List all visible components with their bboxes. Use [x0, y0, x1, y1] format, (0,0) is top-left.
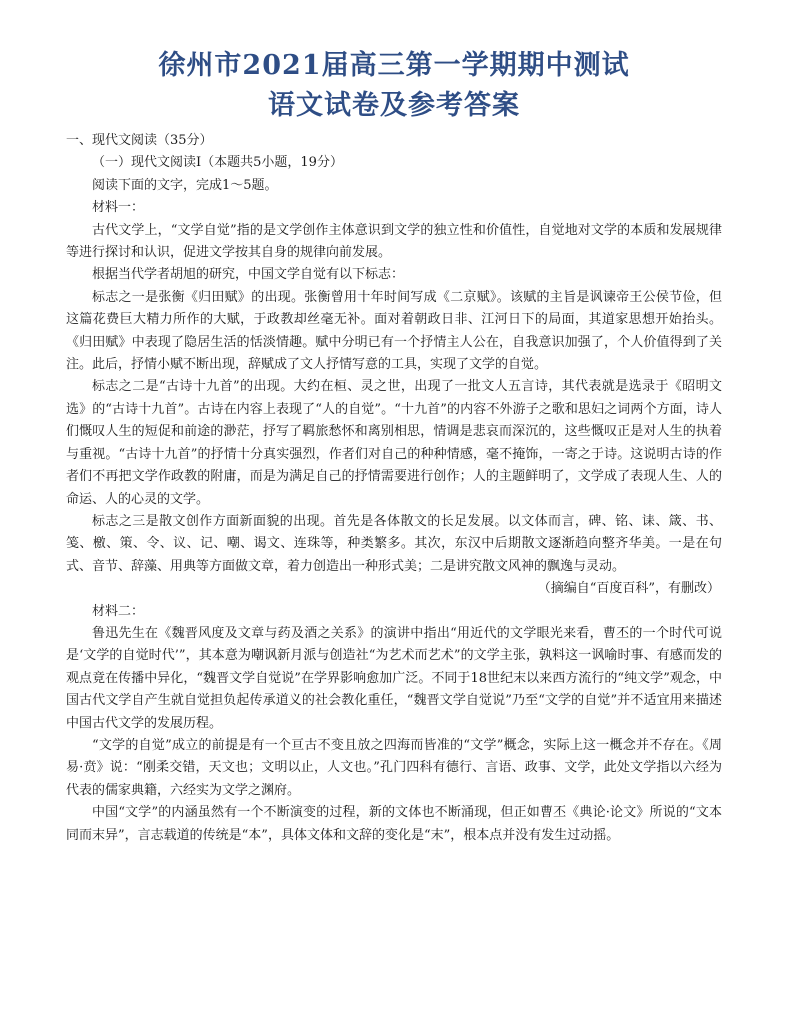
material1-paragraph: 标志之一是张衡《归田赋》的出现。张衡曾用十年时间写成《二京赋》。该赋的主旨是讽谏帝王公侯节俭，但这篇花费巨大精力所作的大赋，于政教却丝毫无补。面对着朝政日非、江河日下的局面，其道家思想开始抬头。《归田赋》中表现了隐居生活的恬淡情趣。赋中分明已有一个抒情主人公在，自我意识加强了，个人价值得到了关注。此后，抒情小赋不断出现，辞赋成了文人抒情写意的工具，实现了文学的自觉。 [66, 289, 722, 373]
material2-label: 材料二： [92, 603, 145, 619]
material1-label: 材料一： [92, 200, 145, 216]
material1-source: （摘编自“百度百科”，有删改） [537, 581, 720, 597]
section-heading: 一、现代文阅读（35分） [66, 133, 213, 148]
material1-paragraph: 标志之二是“古诗十九首”的出现。大约在桓、灵之世，出现了一批文人五言诗，其代表就是选录于《昭明文选》的“古诗十九首”。古诗在内容上表现了“人的自觉”。“十九首”的内容不外游子之歌和思妇之词两个方面，诗人们慨叹人生的短促和前途的渺茫，抒写了羁旅愁怀和离别相思，情调是悲哀而深沉的，这些慨叹正是对人生的执着与重视。“古诗十九首”的抒情十分真实强烈，作者们对自己的种种情感，毫不掩饰，一寄之于诗。这说明古诗的作者们不再把文学作政教的附庸，而是为满足自己的抒情需要进行创作；人的主题鲜明了，文学成了表现人生、人的命运、人的心灵的文学。 [66, 379, 722, 507]
reading-instruction: 阅读下面的文字，完成1～5题。 [92, 177, 278, 193]
material1-paragraph: 古代文学上，“文学自觉”指的是文学创作主体意识到文学的独立性和价值性，自觉地对文学的本质和发展规律等进行探讨和认识，促进文学按其自身的规律向前发展。 [66, 222, 722, 261]
document-title-line1: 徐州市2021届高三第一学期期中测试 [158, 50, 630, 81]
document-title-line2: 语文试卷及参考答案 [268, 90, 520, 121]
material2-paragraph: 鲁迅先生在《魏晋风度及文章与药及酒之关系》的演讲中指出“用近代的文学眼光来看，曹丕的一个时代可说是‘文学的自觉时代’”，其本意为嘲讽新月派与创造社“为艺术而艺术”的文学主张，孰料这一讽喻时事、有感而发的观点竟在传播中异化，“魏晋文学自觉说”在学界影响愈加广泛。不同于18世纪末以来西方流行的“纯文学”观念，中国古代文学自产生就自觉担负起传承道义的社会教化重任，“魏晋文学自觉说”乃至“文学的自觉”并不适宜用来描述中国古代文学的发展历程。 [66, 625, 722, 731]
material2-paragraph: “文学的自觉”成立的前提是有一个亘古不变且放之四海而皆准的“文学”概念，实际上这一概念并不存在。《周易·贲》说：“刚柔交错，天文也；文明以止，人文也。”孔门四科有德行、言语、政事、文学，此处文学指以六经为代表的儒家典籍，六经实为文学之渊府。 [66, 737, 722, 798]
material1-paragraph: 根据当代学者胡旭的研究，中国文学自觉有以下标志： [92, 267, 405, 283]
material1-paragraph: 标志之三是散文创作方面新面貌的出现。首先是各体散文的长足发展。以文体而言，碑、铭、诔、箴、书、笺、檄、策、令、议、记、嘲、谒文、连珠等，种类繁多。其次，东汉中后期散文逐渐趋向整齐华美。一是在句式、音节、辞藻、用典等方面做文章，着力创造出一种形式美；二是讲究散文风神的飘逸与灵动。 [66, 513, 722, 574]
material2-paragraph: 中国“文学”的内涵虽然有一个不断演变的过程，新的文体也不断涌现，但正如曹丕《典论·论文》所说的“文本同而末异”，言志载道的传统是“本”，具体文体和文辞的变化是“末”，根本点并没有发生过动摇。 [66, 805, 722, 843]
subsection-heading: （一）现代文阅读Ⅰ（本题共5小题，19分） [92, 155, 343, 171]
